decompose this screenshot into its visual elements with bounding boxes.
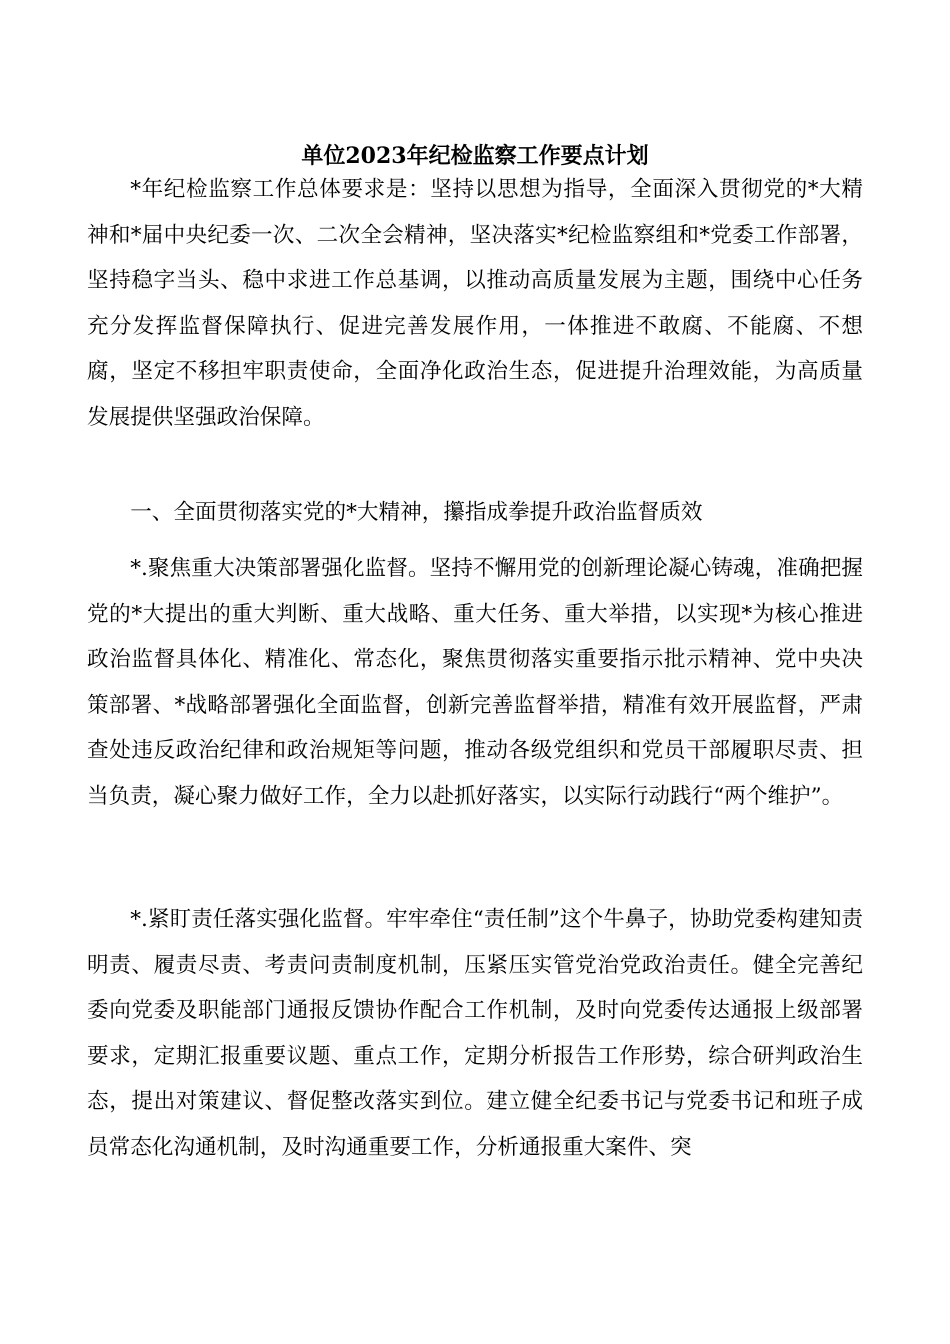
paragraph-general-requirements — [87, 167, 863, 440]
document-title: 单位2023年纪检监察工作要点计划 — [301, 143, 649, 169]
paragraph-text: *年纪检监察工作总体要求是：坚持以思想为指导，全面深入贯彻党的*大精神和*届中央纪委一次、二次全会精神，坚决落实*纪检监察组和*党委工作部署，坚持稳字当头、稳中求进工作总基调，以推动高质量发展为主题，围绕中心任务充分发挥监督保障执行、促进完善发展作用，一体推进不敢腐、不能腐、不想腐，坚定不移担牢职责使命，全面净化政治生态，促进提升治理效能，为高质量发展提供坚强政治保障。 — [87, 177, 863, 430]
paragraph-text: *.聚焦重大决策部署强化监督。坚持不懈用党的创新理论凝心铸魂，准确把握党的*大提出的重大判断、重大战略、重大任务、重大举措，以实现*为核心推进政治监督具体化、精准化、常态化，聚焦贯彻落实重要指示批示精神、党中央决策部署、*战略部署强化全面监督，创新完善监督举措，精准有效开展监督，严肃查处违反政治纪律和政治规矩等问题，推动各级党组织和党员干部履职尽责、担当负责，凝心聚力做好工作，全力以赴抓好落实，以实际行动践行“两个维护”。 — [87, 556, 863, 809]
section-heading-text: 一、全面贯彻落实党的*大精神，攥指成拳提升政治监督质效 — [130, 500, 703, 525]
paragraph-responsibility-supervision — [87, 897, 863, 1170]
paragraph-decision-supervision — [87, 546, 863, 819]
section-heading-1 — [87, 490, 863, 536]
paragraph-text: *.紧盯责任落实强化监督。牢牢牵住“责任制”这个牛鼻子，协助党委构建知责明责、履责尽责、考责问责制度机制，压紧压实管党治党政治责任。健全完善纪委向党委及职能部门通报反馈协作配合工作机制，及时向党委传达通报上级部署要求，定期汇报重要议题、重点工作，定期分析报告工作形势，综合研判政治生态，提出对策建议、督促整改落实到位。建立健全纪委书记与党委书记和班子成员常态化沟通机制，及时沟通重要工作，分析通报重大案件、突 — [87, 907, 863, 1160]
